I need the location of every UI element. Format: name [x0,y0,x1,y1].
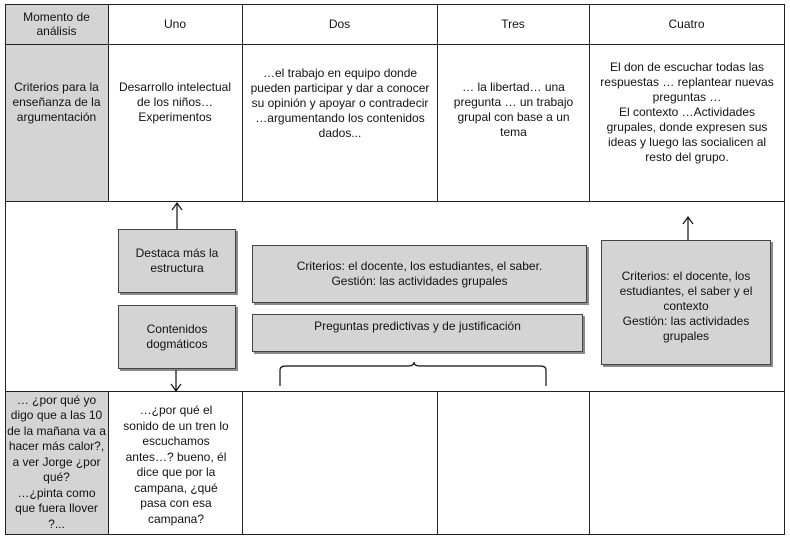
column-header-uno: Uno [163,16,186,31]
grid-line [108,391,109,535]
criteria-cell-uno: Desarrollo intelectual de los niños… Experimentos [118,80,232,124]
corner-header: Momento de análisis [5,4,108,44]
bottom-row-label: … ¿por qué yo digo que a las 10 de la mañana va a hacer más calor?, a ver Jorge ¿por qué? …¿pinta como que fuera llover ?... [5,391,108,534]
box-contenidos-dogmaticos: Contenidos dogmáticos [118,305,236,369]
grid-line [108,4,109,201]
grid-line [242,4,243,201]
grid-line [5,391,785,392]
grid-line [437,391,438,535]
grid-line [589,4,590,201]
column-header-tres: Tres [501,16,525,31]
box-destaca-estructura: Destaca más la estructura [118,229,236,293]
box-criterios-gestion-dos-tres: Criterios: el docente, los estudiantes, el saber. Gestión: las actividades grupales [252,245,587,303]
grid-line [242,391,243,535]
grid-line [5,44,785,45]
criteria-cell-dos: …el trabajo en equipo donde pueden participar y dar a conocer su opinión y apoyar o contradecir …argumentando los contenidos dados... [250,66,430,140]
grid-line [437,4,438,201]
criteria-cell-tres: … la libertad… una pregunta … un trabajo grupal con base a un tema [453,80,574,139]
column-header-cuatro: Cuatro [668,16,705,31]
grid-line [589,391,590,535]
grid-line [5,201,785,202]
box-preguntas-predictivas: Preguntas predictivas y de justificación [252,314,583,352]
criteria-row-label: Criterios para la enseñanza de la argumentación [5,44,108,201]
bottom-cell-uno: …¿por qué el sonido de un tren lo escuchamos antes…? bueno, él dice que por la campana, ¿qué pasa con esa campana? [123,403,229,526]
column-header-dos: Dos [328,16,351,31]
box-criterios-gestion-cuatro: Criterios: el docente, los estudiantes, el saber y el contexto Gestión: las actividades grupales [601,240,771,365]
criteria-cell-cuatro: El don de escuchar todas las respuestas … replantear nuevas preguntas … El contexto …Actividades grupales, donde expresen sus ideas y luego las socialicen al resto del grupo. [600,60,774,164]
